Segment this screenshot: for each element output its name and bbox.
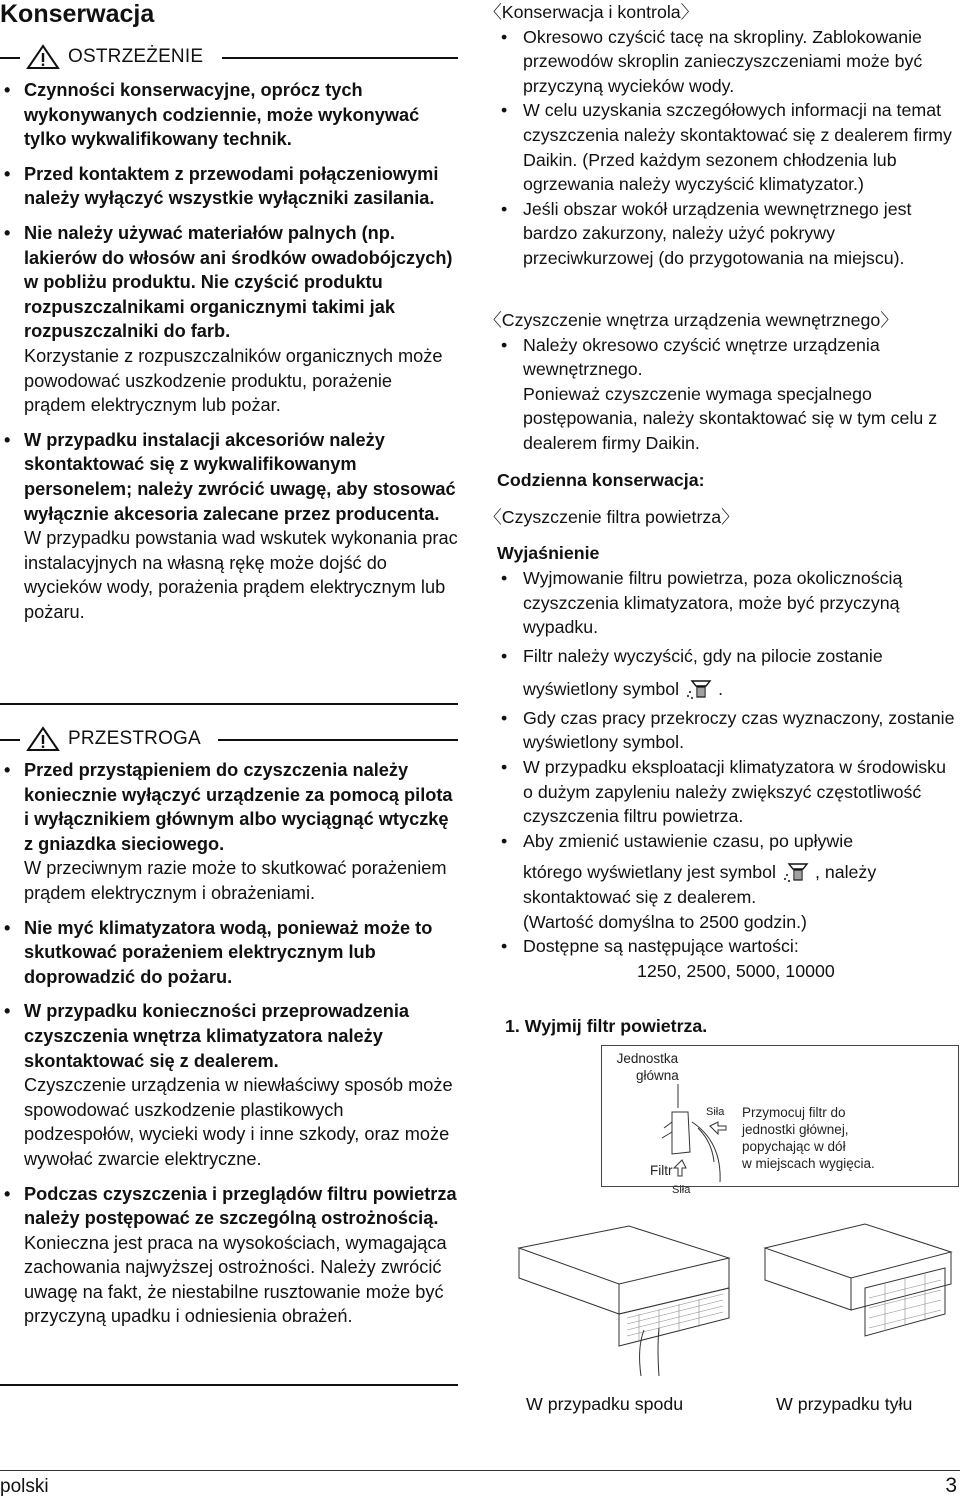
list-item: • Czynności konserwacyjne, oprócz tych wykonywanych codziennie, może wykonywać tylko wykwalifikowany technik. [0,78,458,152]
footer-rule [0,1470,960,1471]
warning-heading-bar [0,44,458,70]
caution-list [0,758,458,1329]
list-item: • Nie należy używać materiałów palnych (np. lakierów do włosów ani środków owadobójczych) w pobliżu produktu. Nie czyścić produktu rozpuszczalnikami organicznymi takimi jak rozpuszczalniki do farb. Korzystanie z rozpuszczalników organicznych może powodować uszkodzenie produktu, porażenie prądem elektrycznym lub pożar. [0,221,458,418]
explanation-list [497,566,960,983]
list-item: • W przypadku eksploatacji klimatyzatora w środowisku o dużym zapyleniu należy zwiększyć częstotliwość czyszczenia filtru powietrza. [497,755,960,829]
warning-heading: OSTRZEŻENIE [68,46,204,67]
warning-list [0,78,458,624]
list-item: • Filtr należy wyczyścić, gdy na pilocie zostanie wyświetlony symbol . [497,640,960,706]
list-item: • W przypadku konieczności przeprowadzenia czyszczenia wnętrza klimatyzatora należy skontaktować się z dealerem. Czyszczenie urządzenia w niewłaściwy sposób może spowodować uszkodzenie plastikowych podzespołów, wycieki wody i inne szkody, oraz może wywołać zwarcie elektryczne. [0,999,458,1171]
caution-triangle-icon [26,726,60,752]
list-item: • Aby zmienić ustawienie czasu, po upływie którego wyświetlany jest symbol , należy skontaktować się z dealerem. (Wartość domyślna to 2500 godzin.) [497,829,960,934]
warning-section [0,78,458,634]
caution-heading-bar [0,726,458,752]
list-item: • Wyjmowanie filtru powietrza, poza okolicznością czyszczenia klimatyzatora, może być przyczyną wypadku. [497,566,960,640]
interior-cleaning-section [484,308,960,456]
filter-cleaning-heading: 〈Czyszczenie filtra powietrza〉 [484,507,739,527]
caption-bottom: W przypadku spodu [526,1394,684,1414]
maintenance-list [497,25,960,271]
daily-maintenance-heading: Codzienna konserwacja: [497,470,705,490]
page-title: Konserwacja [0,0,155,28]
attach-instruction: Przymocuj filtr do jednostki głównej, popychając w dół w miejscach wygięcia. [742,1105,875,1171]
force-label: Siła [706,1106,725,1118]
caption-rear: W przypadku tyłu [776,1394,913,1414]
section-heading: 〈Konserwacja i kontrola〉 [484,2,699,22]
list-item: • Podczas czyszczenia i przeglądów filtru powietrza należy postępować ze szczególną ostrożnością. Konieczna jest praca na wysokościach, wymagająca zachowania najwyższej ostrożności. Należy zwrócić uwagę na fakt, że niestabilne rusztowanie może być przyczyną upadku i odniesienia obrażeń. [0,1182,458,1330]
footer-language: polski [0,1476,49,1497]
rear-intake-unit-illustration [755,1218,959,1368]
list-item: • Przed kontaktem z przewodami połączeniowymi należy wyłączyć wszystkie wyłączniki zasilania. [0,162,458,211]
filter-diagram-box [601,1045,959,1196]
filter-label: Filtr [650,1163,673,1178]
list-item: • Gdy czas pracy przekroczy czas wyznaczony, zostanie wyświetlony symbol. [497,706,960,755]
list-item: • Dostępne są następujące wartości: 1250, 2500, 5000, 10000 [497,934,960,983]
caution-box-bottom-rule [0,1384,458,1386]
explanation-section [497,566,960,983]
unit-label: Jednostka główna [616,1051,679,1083]
bottom-intake-unit-illustration [509,1218,739,1378]
list-item: • Należy okresowo czyścić wnętrze urządzenia wewnętrznego. Ponieważ czyszczenie wymaga specjalnego postępowania, należy skontaktować się w tym celu z dealerem firmy Daikin. [497,333,960,456]
list-item: • Jeśli obszar wokół urządzenia wewnętrznego jest bardzo zakurzony, należy użyć pokrywy przeciwkurzowej (do przygotowania na miejscu). [497,197,960,271]
list-item: • Nie myć klimatyzatora wodą, ponieważ może to skutkować porażeniem elektrycznym lub doprowadzić do pożaru. [0,916,458,990]
page-number: 3 [945,1474,957,1497]
caution-heading: PRZESTROGA [68,728,201,749]
filter-sign-icon [781,860,815,884]
section-heading: 〈Czyszczenie wnętrza urządzenia wewnętrznego〉 [484,310,899,330]
explanation-heading: Wyjaśnienie [497,543,600,563]
filter-sign-icon [684,677,718,701]
step-1-heading: 1. Wyjmij filtr powietrza. [505,1016,708,1036]
warning-box-bottom-rule [0,703,458,705]
list-item: • Przed przystąpieniem do czyszczenia należy koniecznie wyłączyć urządzenie za pomocą pilota i wyłącznikiem głównym albo wyciągnąć wtyczkę z gniazdka sieciowego. W przeciwnym razie może to skutkować porażeniem prądem elektrycznym i obrażeniami. [0,758,458,906]
maintenance-section [484,0,960,271]
list-item: • W celu uzyskania szczegółowych informacji na temat czyszczenia należy skontaktować się z dealerem firmy Daikin. (Przed każdym sezonem chłodzenia lub ogrzewania należy wyczyścić klimatyzator.) [497,98,960,196]
interior-list [497,333,960,456]
force-label: Siła [672,1184,691,1196]
list-item: • Okresowo czyścić tacę na skropliny. Zablokowanie przewodów skroplin zanieczyszczeniami może być przyczyną wycieków wody. [497,25,960,99]
warning-triangle-icon [26,44,60,70]
list-item: • W przypadku instalacji akcesoriów należy skontaktować się z wykwalifikowanym personelem; należy zwrócić uwagę, aby stosować wyłącznie akcesoria zalecane przez producenta. W przypadku powstania wad wskutek wykonania prac instalacyjnych na własną rękę może dojść do wycieków wody, porażenia prądem elektrycznym lub pożaru. [0,428,458,625]
caution-section [0,758,458,1339]
available-values: 1250, 2500, 5000, 10000 [637,960,835,981]
